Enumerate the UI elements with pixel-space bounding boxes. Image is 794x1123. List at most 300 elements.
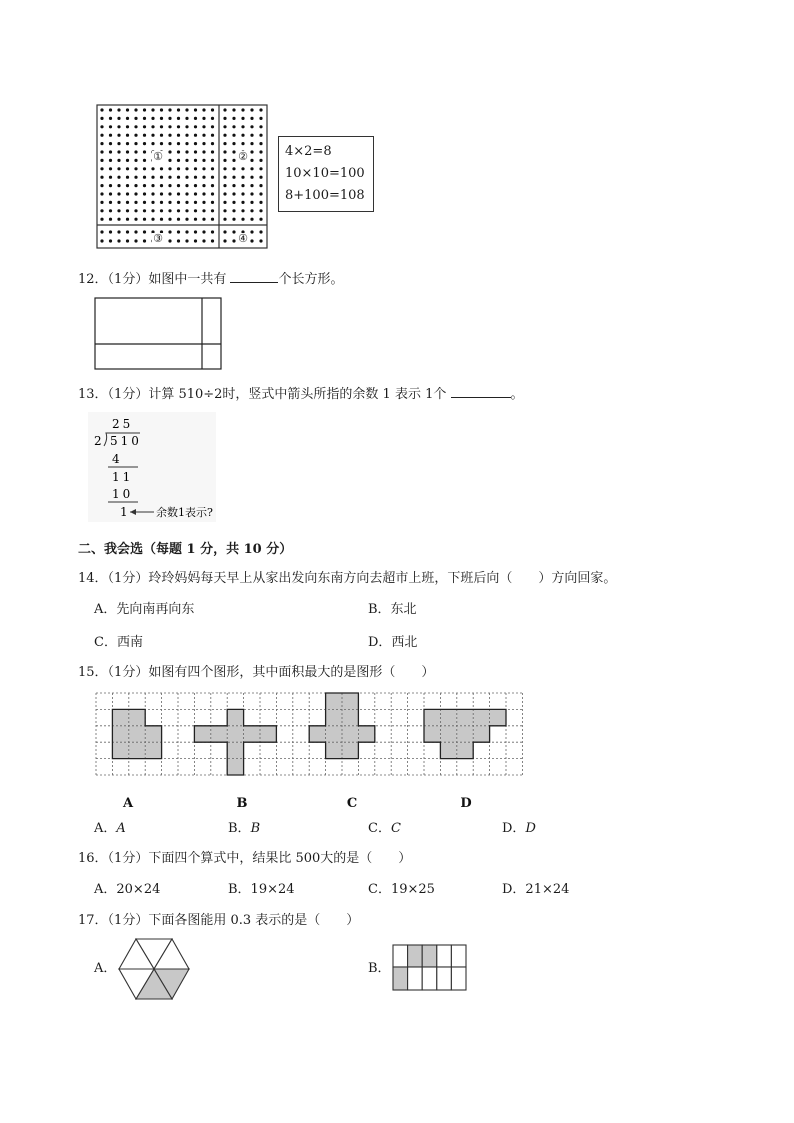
grid-dot — [250, 159, 253, 162]
grid-dot — [126, 218, 129, 221]
shape-c-cell — [326, 709, 342, 725]
q16-option-b[interactable]: B．19×24 — [228, 882, 295, 897]
grid-dot — [211, 239, 214, 242]
grid-dot — [211, 192, 214, 195]
division-step-2: 11 — [112, 470, 134, 484]
grid-dot — [259, 184, 262, 187]
shape-b-cell — [227, 759, 243, 775]
q17-option-a[interactable]: A． — [94, 961, 117, 976]
grid-dot — [202, 209, 205, 212]
grid-dot — [151, 125, 154, 128]
grid-dot — [202, 108, 205, 111]
grid-dot — [117, 150, 120, 153]
grid-dot — [223, 108, 226, 111]
grid-dot — [160, 192, 163, 195]
shape-a-cell — [112, 709, 128, 725]
grid-dot — [194, 184, 197, 187]
shape-d-cell — [424, 726, 440, 742]
grid-dot — [126, 239, 129, 242]
question-13 — [78, 383, 524, 404]
grid-dot — [232, 125, 235, 128]
grid-dot — [177, 239, 180, 242]
shape-b-cell — [227, 742, 243, 758]
grid-dot — [160, 201, 163, 204]
grid-dot — [223, 184, 226, 187]
grid-dot — [232, 108, 235, 111]
hexagon-figure — [118, 938, 190, 1000]
grid-dot — [109, 230, 112, 233]
grid-dot — [223, 117, 226, 120]
shape-b-cell — [227, 709, 243, 725]
q12-suffix: 个长方形。 — [278, 272, 344, 287]
shape-label-b: B — [236, 796, 248, 811]
grid-dot — [168, 134, 171, 137]
grid-dot — [177, 218, 180, 221]
grid-dot — [232, 184, 235, 187]
grid-dot — [211, 218, 214, 221]
grid-dot — [134, 159, 137, 162]
grid-dot — [185, 142, 188, 145]
grid-dot — [109, 209, 112, 212]
grid-dot — [100, 209, 103, 212]
grid-dot — [109, 184, 112, 187]
grid-dot — [126, 209, 129, 212]
grid-dot — [211, 184, 214, 187]
shape-a-cell — [112, 742, 128, 758]
grid-dot — [185, 239, 188, 242]
grid-dot — [117, 159, 120, 162]
q15-option-d[interactable]: D．D — [502, 821, 536, 836]
grid-dot — [241, 108, 244, 111]
grid-dot — [126, 192, 129, 195]
grid-dot — [241, 218, 244, 221]
grid-dot — [143, 150, 146, 153]
grid-dot — [185, 176, 188, 179]
grid-dot — [202, 134, 205, 137]
grid-dot — [100, 125, 103, 128]
shape-d-cell — [440, 709, 456, 725]
shape-d-cell — [440, 742, 456, 758]
q13-prefix: 13．（1分）计算 510÷2时，竖式中箭头所指的余数 1 表示 1个 — [78, 387, 451, 402]
grid-dot — [211, 125, 214, 128]
grid-dot — [126, 159, 129, 162]
grid-dot — [185, 184, 188, 187]
circled-label-2: ② — [238, 150, 248, 163]
shape-d-cell — [457, 709, 473, 725]
grid-dot — [259, 142, 262, 145]
grid-dot — [100, 184, 103, 187]
grid-dot — [143, 134, 146, 137]
grid-dot — [202, 218, 205, 221]
grid-dot — [250, 142, 253, 145]
long-division-figure — [88, 412, 216, 522]
grid-dot — [117, 184, 120, 187]
equation-1: 4×2=8 — [285, 144, 332, 159]
grid-dot — [177, 201, 180, 204]
grid-dot — [143, 239, 146, 242]
grid-dot — [100, 230, 103, 233]
grid-dot — [202, 192, 205, 195]
grid-dot — [223, 239, 226, 242]
grid-dot — [232, 150, 235, 153]
grid-dot — [117, 125, 120, 128]
shape-d-cell — [457, 726, 473, 742]
grid-dot — [223, 192, 226, 195]
question-14: 14．（1分）玲玲妈妈每天早上从家出发向东南方向去超市上班，下班后向（ ）方向回家。 — [78, 571, 617, 586]
shape-d-cell — [424, 709, 440, 725]
grid-dot — [177, 176, 180, 179]
grid-dot — [250, 184, 253, 187]
division-step-1: 4 — [112, 452, 120, 466]
grid-dot — [117, 209, 120, 212]
grid-dot — [134, 117, 137, 120]
equation-2: 10×10=100 — [285, 166, 365, 181]
grid-dot — [223, 209, 226, 212]
grid-dot — [134, 134, 137, 137]
grid-dot — [117, 192, 120, 195]
grid-dot — [160, 209, 163, 212]
grid-dot — [232, 201, 235, 204]
grid-dot — [126, 108, 129, 111]
grid-dot — [177, 192, 180, 195]
grid-dot — [177, 108, 180, 111]
grid-dot — [117, 117, 120, 120]
grid-dot — [168, 150, 171, 153]
grid-dot — [109, 201, 112, 204]
grid-dot — [117, 142, 120, 145]
grid-dot — [202, 159, 205, 162]
grid-dot — [168, 239, 171, 242]
grid-dot — [241, 209, 244, 212]
grid-dot — [177, 142, 180, 145]
grid-dot — [109, 167, 112, 170]
equation-3: 8+100=108 — [285, 188, 365, 203]
grid-dot — [100, 167, 103, 170]
grid-dot — [211, 108, 214, 111]
grid-dot — [232, 239, 235, 242]
grid-dot — [241, 192, 244, 195]
grid-dot — [259, 134, 262, 137]
grid-dot — [143, 108, 146, 111]
grid-dot — [194, 167, 197, 170]
grid-dot — [117, 230, 120, 233]
grid-dot — [250, 209, 253, 212]
division-remainder: 1 — [120, 505, 128, 519]
grid-dot — [177, 230, 180, 233]
grid-dot — [259, 201, 262, 204]
shape-b-cell — [194, 726, 210, 742]
grid-dot — [160, 108, 163, 111]
grid-dot — [100, 108, 103, 111]
grid-dot — [168, 117, 171, 120]
grid-dot — [177, 209, 180, 212]
grid-dot — [241, 117, 244, 120]
division-quotient: 25 — [112, 417, 134, 431]
grid-dot — [250, 239, 253, 242]
shape-label-a: A — [122, 796, 134, 811]
grid-dot — [223, 201, 226, 204]
grid-dot — [250, 201, 253, 204]
grid-dot — [194, 117, 197, 120]
grid-dot — [194, 192, 197, 195]
grid-dot — [168, 201, 171, 204]
q14-option-a[interactable]: A．先向南再向东 — [94, 602, 195, 617]
grid-dot — [117, 176, 120, 179]
grid-dot — [259, 218, 262, 221]
question-12 — [78, 268, 343, 289]
grid-dot — [134, 218, 137, 221]
grid-dot — [185, 108, 188, 111]
grid-dot — [100, 134, 103, 137]
grid-dot — [126, 167, 129, 170]
grid-dot — [194, 159, 197, 162]
remainder-note: 余数1表示? — [156, 506, 213, 519]
grid-dot — [177, 150, 180, 153]
grid-dot — [185, 134, 188, 137]
grid-dot — [109, 218, 112, 221]
grid-dot — [168, 142, 171, 145]
grid-dot — [232, 218, 235, 221]
grid-dot — [168, 167, 171, 170]
q14-option-b[interactable]: B．东北 — [368, 602, 417, 617]
grid-dot — [134, 209, 137, 212]
shape-d-cell — [440, 726, 456, 742]
grid-dot — [134, 230, 137, 233]
shape-c-cell — [358, 726, 374, 742]
grid-dot — [223, 167, 226, 170]
grid-dot — [177, 117, 180, 120]
grid-dot — [232, 192, 235, 195]
q14-option-c[interactable]: C．西南 — [94, 635, 143, 650]
grid-dot — [151, 142, 154, 145]
grid-dot — [223, 142, 226, 145]
grid-dot — [241, 125, 244, 128]
grid-dot — [211, 201, 214, 204]
circled-label-1: ① — [153, 150, 163, 163]
grid-dot — [185, 159, 188, 162]
shape-c-cell — [342, 693, 358, 709]
grid-dot — [168, 125, 171, 128]
grid-dot — [177, 125, 180, 128]
grid-dot — [117, 218, 120, 221]
shape-c-cell — [342, 726, 358, 742]
grid-dot — [109, 117, 112, 120]
grid-dot — [160, 218, 163, 221]
grid-dot — [151, 176, 154, 179]
grid-dot — [211, 159, 214, 162]
q14-option-d[interactable]: D．西北 — [368, 635, 418, 650]
grid-dot — [259, 117, 262, 120]
grid-dot — [100, 159, 103, 162]
grid-dot — [202, 142, 205, 145]
q15-option-b[interactable]: B．B — [228, 821, 261, 836]
shape-label-d: D — [460, 796, 472, 811]
grid-dot — [143, 167, 146, 170]
grid-dot — [211, 117, 214, 120]
grid-dot — [259, 192, 262, 195]
grid-dot — [202, 150, 205, 153]
grid-dot — [151, 201, 154, 204]
shape-a-cell — [145, 742, 161, 758]
grid-dot — [259, 150, 262, 153]
grid-dot — [259, 108, 262, 111]
shape-c-cell — [309, 726, 325, 742]
q13-answer-blank[interactable] — [451, 383, 511, 398]
grid-dot — [223, 134, 226, 137]
q15-option-c[interactable]: C．C — [368, 821, 401, 836]
rectangles-figure — [94, 297, 224, 371]
grid-dot — [151, 209, 154, 212]
shape-c-cell — [342, 709, 358, 725]
division-dividend: 510 — [110, 434, 142, 448]
grid-dot — [143, 184, 146, 187]
grid-dot — [250, 125, 253, 128]
q12-prefix: 12．（1分）如图中一共有 — [78, 272, 231, 287]
grid-dot — [117, 134, 120, 137]
grid-dot — [211, 176, 214, 179]
q12-answer-blank[interactable] — [230, 268, 278, 283]
shapes-grid-svg — [94, 691, 528, 815]
grid-dot — [223, 125, 226, 128]
shape-d-cell — [457, 742, 473, 758]
grid-dot — [202, 230, 205, 233]
grid-dot — [223, 218, 226, 221]
grid-dot — [241, 142, 244, 145]
grid-dot — [109, 192, 112, 195]
grid-dot — [100, 239, 103, 242]
grid-dot — [160, 176, 163, 179]
grid-dot — [168, 108, 171, 111]
grid-dot — [168, 159, 171, 162]
grid-dot — [117, 167, 120, 170]
grid-dot — [126, 150, 129, 153]
shape-a-cell — [129, 709, 145, 725]
grid-dot — [194, 218, 197, 221]
grid-dot — [250, 218, 253, 221]
grid-dot — [126, 125, 129, 128]
q16-option-a[interactable]: A．20×24 — [94, 882, 161, 897]
shape-a-cell — [112, 726, 128, 742]
q16-option-d[interactable]: D．21×24 — [502, 882, 570, 897]
grid-dot — [160, 184, 163, 187]
grid-dot — [109, 142, 112, 145]
grid-dot — [134, 167, 137, 170]
grid-dot — [143, 218, 146, 221]
grid-dot — [168, 218, 171, 221]
grid-dot — [126, 134, 129, 137]
shape-b-cell — [260, 726, 276, 742]
grid-dot — [109, 125, 112, 128]
q15-option-a[interactable]: A．A — [94, 821, 126, 836]
grid-dot — [241, 184, 244, 187]
grid-dot — [134, 192, 137, 195]
grid-dot — [134, 108, 137, 111]
grid-dot — [134, 176, 137, 179]
shape-b-cell — [227, 726, 243, 742]
grid-dot — [259, 209, 262, 212]
grid-dot — [223, 176, 226, 179]
grid-dot — [177, 134, 180, 137]
grid-dot — [160, 125, 163, 128]
grid-dot — [126, 184, 129, 187]
grid-dot — [185, 150, 188, 153]
shape-b-cell — [211, 726, 227, 742]
grid-dot — [211, 150, 214, 153]
grid-dot — [185, 230, 188, 233]
shape-d-cell — [473, 726, 489, 742]
grid-dot — [185, 192, 188, 195]
grid-dot — [202, 117, 205, 120]
grid-dot — [259, 239, 262, 242]
shape-a-cell — [129, 726, 145, 742]
shape-c-cell — [326, 693, 342, 709]
shape-a-cell — [145, 726, 161, 742]
grid-dot — [100, 142, 103, 145]
grid-dot — [143, 176, 146, 179]
grid-dot — [160, 117, 163, 120]
grid-dot — [177, 159, 180, 162]
grid-dot — [194, 230, 197, 233]
grid-dot — [151, 218, 154, 221]
grid-dot — [202, 184, 205, 187]
grid-dot — [109, 150, 112, 153]
grid-dot — [109, 108, 112, 111]
grid-dot — [151, 117, 154, 120]
grid-dot — [259, 125, 262, 128]
grid-dot — [134, 239, 137, 242]
q17-option-b[interactable]: B． — [368, 961, 391, 976]
shape-c-cell — [326, 726, 342, 742]
grid-dot — [194, 108, 197, 111]
grid-dot — [151, 108, 154, 111]
grid-dot — [151, 134, 154, 137]
grid-dot — [259, 159, 262, 162]
grid-dot — [211, 142, 214, 145]
question-15: 15．（1分）如图有四个图形，其中面积最大的是图形（ ） — [78, 665, 435, 680]
grid-dot — [241, 167, 244, 170]
grid-dot — [259, 167, 262, 170]
grid-dot — [168, 176, 171, 179]
grid-dot — [100, 192, 103, 195]
grid-dot — [223, 230, 226, 233]
grid-dot — [232, 142, 235, 145]
grid-dot — [109, 239, 112, 242]
grid-dot — [100, 201, 103, 204]
grid-dot — [194, 201, 197, 204]
grid-dot — [109, 134, 112, 137]
grid-dot — [151, 184, 154, 187]
grid-dot — [223, 159, 226, 162]
circled-label-3: ③ — [153, 232, 163, 245]
grid-dot — [143, 117, 146, 120]
grid-dot — [134, 184, 137, 187]
grid-dot — [232, 167, 235, 170]
q16-option-c[interactable]: C．19×25 — [368, 882, 435, 897]
grid-dot — [126, 176, 129, 179]
shape-label-c: C — [346, 796, 358, 811]
grid-dot — [232, 176, 235, 179]
grid-dot — [202, 176, 205, 179]
grid-dot — [185, 209, 188, 212]
grid-dot — [211, 230, 214, 233]
q13-suffix: 。 — [510, 387, 524, 402]
grid-dot — [250, 108, 253, 111]
grid-dot — [211, 134, 214, 137]
grid-dot — [241, 134, 244, 137]
grid-dot — [202, 167, 205, 170]
grid-dot — [168, 209, 171, 212]
grid-dot — [232, 230, 235, 233]
